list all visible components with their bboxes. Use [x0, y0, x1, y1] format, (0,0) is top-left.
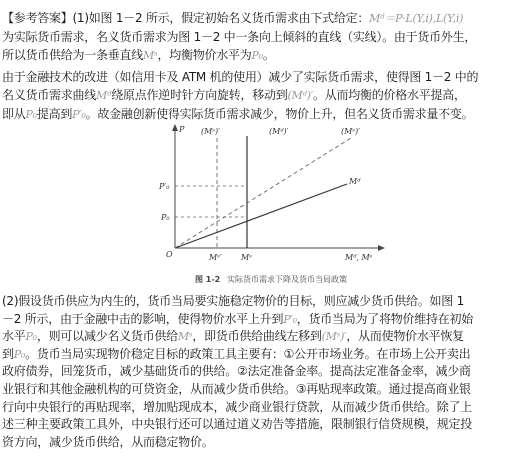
label-md: Mᵈ: [349, 177, 361, 186]
p2-line-2: 名义货币需求曲线Mᵈ绕原点作逆时针方向旋转，移动到(Mᵈ)′。从而均衡的价格水平提高，: [2, 88, 466, 103]
p1-line-1: 【参考答案】(1)如图 1－2 所示，假定初始名义货币需求由下式给定：Mᵈ＝P·L(Y,i),L(Y,i): [2, 11, 464, 25]
p2-line-1: 由于金融技术的改进（如信用卡及 ATM 机的使用）减少了实际货币需求，使得图 1－2 中的: [2, 70, 479, 84]
p1-line-3: 所以货币供给为一条垂直线Mˢ，均衡物价水平为P₀。: [2, 48, 275, 63]
money-demand-formula: Mᵈ＝P·L(Y,i),L(Y,i): [369, 12, 464, 25]
math-p0: P₀: [25, 108, 37, 122]
p3-line-2: －2 所示，由于金融中击的影响，使得物价水平上升到P′₀，货币当局为了将物价维持在初始: [2, 311, 474, 326]
label-ms-x: Mˢ: [241, 253, 252, 262]
label-ms-prime: (Mˢ)′: [201, 127, 220, 136]
y-axis-arrow: [172, 124, 178, 131]
p3-line-3: 水平P₀，则可以减少名义货币供给Mˢ，即货币供给曲线左移到(Mˢ)′，从而使物价水平恢复: [2, 329, 464, 344]
math-ms: Mˢ: [143, 49, 158, 63]
math-md-prime: (Mᵈ)′: [287, 89, 313, 103]
p2-line-3: 即从P₀提高到P′₀。故金融创新使得实际货币需求减少，物价上升，但名义货币需求量不变。: [2, 107, 474, 122]
label-md-prime: (Mᵈ)′: [269, 127, 289, 136]
label-md-prime-end: (Mˢ)′: [341, 127, 360, 136]
math-md: Mᵈ: [96, 89, 112, 103]
p3-line-8: 述三种主要政策工具外，中央银行还可以通过道义劝告等措施，限制银行信贷规模，规定投: [2, 417, 473, 432]
p3-line-6: 业银行和其他金融机构的可贷资金，从而减少货币供给。③再贴现率政策。通过提高商业银: [2, 381, 471, 396]
p1-line-2: 为实际货币需求，名义货币需求为图 1－2 中一条向上倾斜的直线（实线）。由于货币外生，: [2, 30, 477, 45]
p3-line-9: 资方向，减少货币供给，从而稳定物价。: [2, 434, 214, 449]
p3-line-1: (2)假设货币供应为内生的，货币当局要实施稳定物价的目标，则应减少货币供给。如图 1: [2, 294, 464, 308]
label-p0: P₀: [161, 213, 170, 222]
x-axis-arrow: [378, 245, 385, 251]
answer-paragraph-1: [2, 9, 529, 66]
math-p0: P₀: [25, 330, 37, 344]
answer-paragraph-2: [2, 68, 529, 125]
p3-line-4: 到P₀。货币当局实现物价稳定目标的政策工具主要有：①公开市场业务。在市场上公开卖出: [2, 346, 471, 361]
p3-line-7: 行向中央银行的再贴现率，增加贴现成本，减少商业银行贷款，从而减少货币供给。除了上: [2, 399, 473, 414]
label-y-axis: P: [179, 125, 185, 134]
label-origin: O: [166, 250, 173, 259]
money-market-diagram: [155, 122, 395, 294]
md-prime-curve: [175, 138, 351, 248]
p3-line-5: 政府债券，回笼货币，减少基础货币的供给。②法定准备金率。提高法定准备金率，减少商: [2, 364, 471, 379]
math-ms-prime: (Mˢ)′: [321, 330, 347, 344]
math-p0-prime: P′₀: [72, 108, 86, 122]
math-p0-prime: P′₀: [283, 312, 297, 326]
math-p0: P₀: [251, 49, 263, 63]
figure-caption-number: 图 1-2: [195, 275, 221, 284]
label-ms-prime-x: Mˢ′: [209, 253, 222, 262]
md-curve: [175, 184, 347, 248]
math-p0: P₀: [13, 347, 26, 361]
math-ms: Mˢ: [177, 330, 193, 344]
label-x-axis: Mᵈ, Mˢ: [345, 253, 373, 262]
label-p0-prime: P′₀: [159, 182, 170, 191]
figure-1-2: [155, 122, 395, 294]
answer-paragraph-3: [2, 293, 529, 451]
figure-caption-text: 实际货币需求下降及货币当局政策: [227, 275, 347, 284]
